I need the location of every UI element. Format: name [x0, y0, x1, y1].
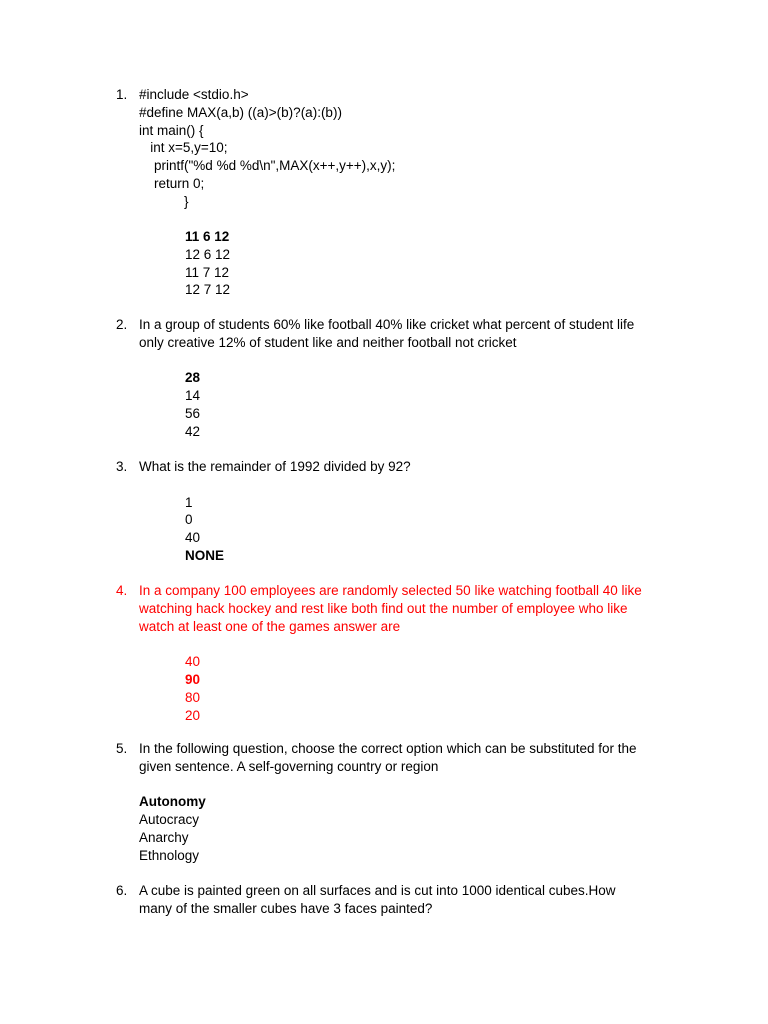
- code-line: #define MAX(a,b) ((a)>(b)?(a):(b)): [139, 104, 342, 120]
- option: 56: [185, 406, 201, 421]
- question-text-line: only creative 12% of student like and neither football not cricket: [139, 334, 517, 350]
- option: 0: [185, 512, 193, 528]
- question-text-line: What is the remainder of 1992 divided by 92?: [139, 459, 411, 474]
- option: 12 7 12: [185, 282, 231, 298]
- question-number: 1.: [116, 87, 128, 102]
- option: 14: [185, 388, 201, 404]
- option-correct: NONE: [185, 548, 225, 563]
- question-text-line: watch at least one of the games answer are: [139, 618, 401, 634]
- code-line: return 0;: [139, 176, 205, 191]
- option: 1: [185, 494, 193, 510]
- option: 40: [185, 530, 201, 546]
- option-correct: 90: [185, 672, 201, 687]
- question-text-line: given sentence. A self-governing country or region: [139, 758, 439, 774]
- option: 40: [185, 654, 201, 670]
- option-correct: 11 6 12: [185, 229, 230, 244]
- question-text-line: In the following question, choose the correct option which can be substituted for the: [139, 741, 637, 756]
- option: 12 6 12: [185, 246, 231, 262]
- option: 20: [185, 707, 201, 723]
- question-text-line: In a group of students 60% like football 40% like cricket what percent of student life: [139, 317, 635, 332]
- option-correct: 28: [185, 370, 201, 386]
- question-number: 5.: [116, 741, 128, 756]
- question-text-line: A cube is painted green on all surfaces and is cut into 1000 identical cubes.How: [139, 883, 616, 898]
- option: 11 7 12: [185, 264, 230, 280]
- option-correct: Autonomy: [139, 794, 206, 810]
- question-number: 4.: [116, 583, 128, 598]
- option: 80: [185, 689, 201, 705]
- code-line: #include <stdio.h>: [139, 87, 249, 102]
- code-line: int x=5,y=10;: [139, 140, 228, 156]
- option: 42: [185, 423, 201, 439]
- question-text-line: In a company 100 employees are randomly selected 50 like watching football 40 like: [139, 583, 642, 598]
- code-line: printf("%d %d %d\n",MAX(x++,y++),x,y);: [139, 158, 396, 174]
- code-line: }: [139, 193, 189, 209]
- question-text-line: watching hack hockey and rest like both find out the number of employee who like: [139, 600, 628, 616]
- question-text-line: many of the smaller cubes have 3 faces painted?: [139, 900, 433, 916]
- question-number: 3.: [116, 459, 128, 474]
- code-line: int main() {: [139, 122, 204, 138]
- option: Anarchy: [139, 830, 189, 845]
- question-number: 6.: [116, 883, 128, 898]
- option: Autocracy: [139, 812, 200, 828]
- option: Ethnology: [139, 847, 200, 863]
- question-number: 2.: [116, 317, 128, 332]
